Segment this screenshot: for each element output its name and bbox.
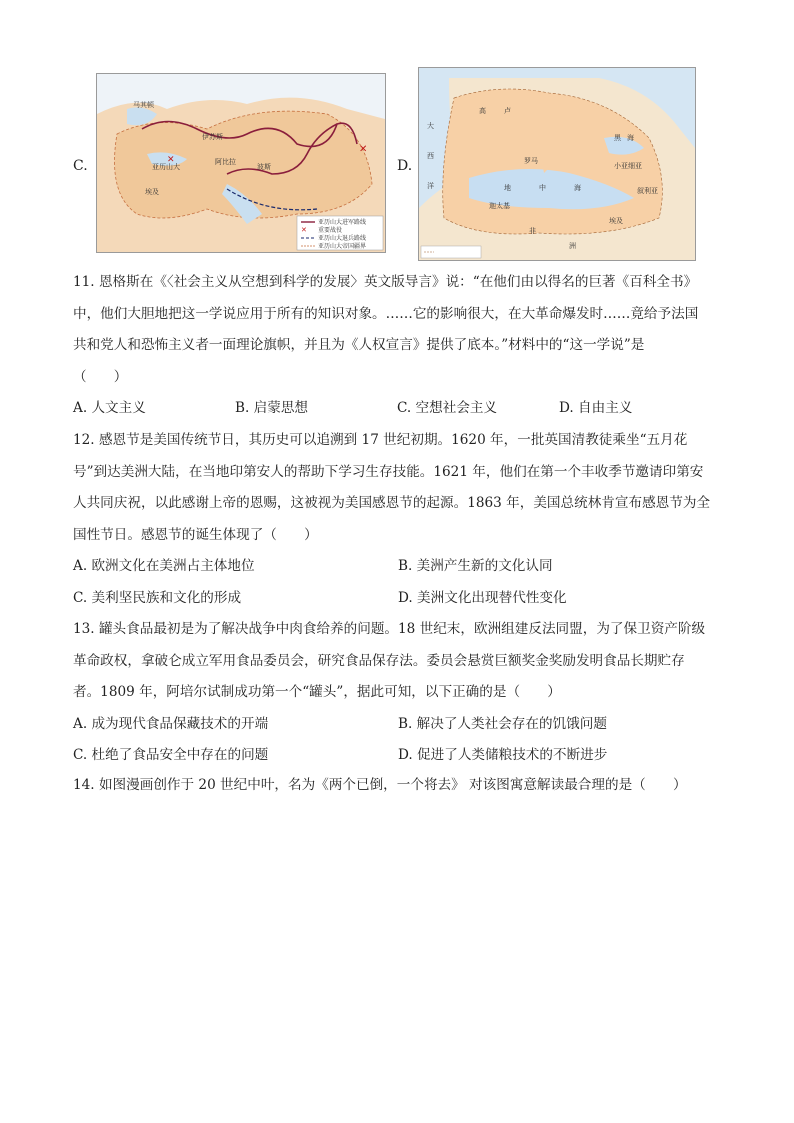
map-c-label-alexandria: 亚历山大 [152, 163, 180, 171]
q13-option-b[interactable]: B. 解决了人类社会存在的饥饿问题 [398, 715, 607, 732]
map-d-label-yang: 洋 [427, 182, 434, 190]
roman-empire-map [418, 67, 696, 261]
map-d-label-gao: 高 [479, 107, 486, 115]
q13-options-row2 [73, 740, 723, 772]
map-c-legend-battle: 重要战役 [318, 227, 343, 234]
map-d-label-egypt: 埃及 [609, 217, 623, 225]
q11-line: 11. 恩格斯在《〈社会主义从空想到科学的发展〉英文版导言》说：“在他们由以得名的巨著《百科全书》 [73, 274, 698, 290]
map-c-label-issus: 伊苏斯 [202, 133, 223, 141]
map-d-label-zhou: 洲 [569, 242, 576, 250]
q12-line: 人共同庆祝，以此感谢上帝的恩赐，这被视为美国感恩节的起源。1863 年，美国总统林肯宣布感恩节为全 [73, 495, 711, 511]
question-11 [73, 267, 723, 425]
q13-option-a[interactable]: A. 成为现代食品保藏技术的开端 [73, 715, 269, 732]
q12-line: 国性节日。感恩节的诞生体现了（ ） [73, 526, 318, 543]
q11-option-d[interactable]: D. 自由主义 [559, 400, 633, 416]
map-c-label-egypt: 埃及 [145, 188, 159, 196]
q13-option-d[interactable]: D. 促进了人类储粮技术的不断进步 [398, 747, 608, 763]
map-d-label-asia-minor: 小亚细亚 [614, 162, 642, 170]
option-c-letter: C. [73, 158, 88, 174]
q11-line: 中，他们大胆地把这一学说应用于所有的知识对象。……它的影响很大，在大革命爆发时……竟给予法国 [73, 305, 699, 322]
q13-line: 革命政权，拿破仑成立军用食品委员会，研究食品保存法。委员会悬赏巨额奖金奖励发明食品长期贮存 [73, 652, 685, 669]
q13-line: 13. 罐头食品最初是为了解决战争中肉食给养的问题。18 世纪末，欧洲组建反法同盟，为了保卫资产阶级 [73, 621, 706, 637]
map-d-label-di: 地 [504, 184, 511, 192]
q13-option-c[interactable]: C. 杜绝了食品安全中存在的问题 [73, 747, 269, 763]
q11-option-a[interactable]: A. 人文主义 [73, 400, 146, 416]
q12-options-row1 [73, 551, 723, 583]
option-d-letter: D. [397, 158, 413, 174]
question-12 [73, 425, 723, 614]
roman-map-graphic [419, 68, 695, 260]
map-c-label-arbela: 阿比拉 [215, 158, 236, 166]
map-c-label-macedon: 马其顿 [133, 101, 154, 109]
alexander-map-graphic [97, 74, 385, 252]
map-d-label-black-sea-hai: 海 [627, 134, 634, 142]
q13-options-row1 [73, 709, 723, 741]
q12-line: 号”到达美洲大陆，在当地印第安人的帮助下学习生存技能。1621 年，他们在第一个丰收季节邀请印第安 [73, 463, 704, 480]
q12-option-c[interactable]: C. 美利坚民族和文化的形成 [73, 589, 242, 606]
q11-line: 共和党人和恐怖主义者一面理论旗帜，并且为《人权宣言》提供了底本。”材料中的“这一学说”是 [73, 337, 645, 353]
q12-option-b[interactable]: B. 美洲产生新的文化认同 [398, 558, 553, 574]
map-d-label-da: 大 [427, 122, 434, 130]
svg-text:✕: ✕ [359, 144, 368, 155]
map-d-label-hei: 黑 [614, 134, 621, 142]
svg-text:✕: ✕ [167, 155, 175, 165]
map-d-label-hai: 海 [574, 184, 581, 192]
q12-line: 12. 感恩节是美国传统节日，其历史可以追溯到 17 世纪初期。1620 年，一批英国清教徒乘坐“五月花 [73, 432, 688, 448]
map-d-label-fei: 非 [529, 227, 536, 235]
map-c-legend-advance: 亚历山大进军路线 [318, 219, 367, 226]
svg-text:✕: ✕ [301, 226, 307, 234]
map-d-label-zhong: 中 [539, 184, 546, 192]
q12-option-a[interactable]: A. 欧洲文化在美洲占主体地位 [73, 558, 255, 574]
alexander-empire-map [96, 73, 386, 253]
map-c-label-persia: 波斯 [257, 163, 271, 171]
question-14 [73, 770, 723, 802]
map-c-legend-border: 亚历山大帝国疆界 [318, 243, 367, 250]
map-c-legend-retreat: 亚历山大退兵路线 [318, 235, 367, 242]
q12-option-d[interactable]: D. 美洲文化出现替代性变化 [398, 589, 567, 606]
question-13 [73, 614, 723, 772]
map-d-label-syria: 叙利亚 [637, 187, 658, 195]
q11-option-b[interactable]: B. 启蒙思想 [235, 400, 309, 416]
map-d-label-xi: 西 [427, 152, 434, 160]
q13-line: 者。1809 年，阿培尔试制成功第一个“罐头”，据此可知，以下正确的是（ ） [73, 684, 561, 700]
map-d-label-rome: 罗马 [524, 157, 538, 165]
q11-line: （ ） [73, 368, 128, 385]
map-d-label-lu: 卢 [504, 107, 511, 115]
q12-options-row2 [73, 583, 723, 615]
q11-options [73, 393, 723, 425]
q11-option-c[interactable]: C. 空想社会主义 [397, 400, 498, 416]
map-d-label-carthage: 迦太基 [489, 202, 510, 210]
q14-line: 14. 如图漫画创作于 20 世纪中叶，名为《两个已倒，一个将去》 对该图寓意解读最合理的是（ ） [73, 777, 687, 793]
